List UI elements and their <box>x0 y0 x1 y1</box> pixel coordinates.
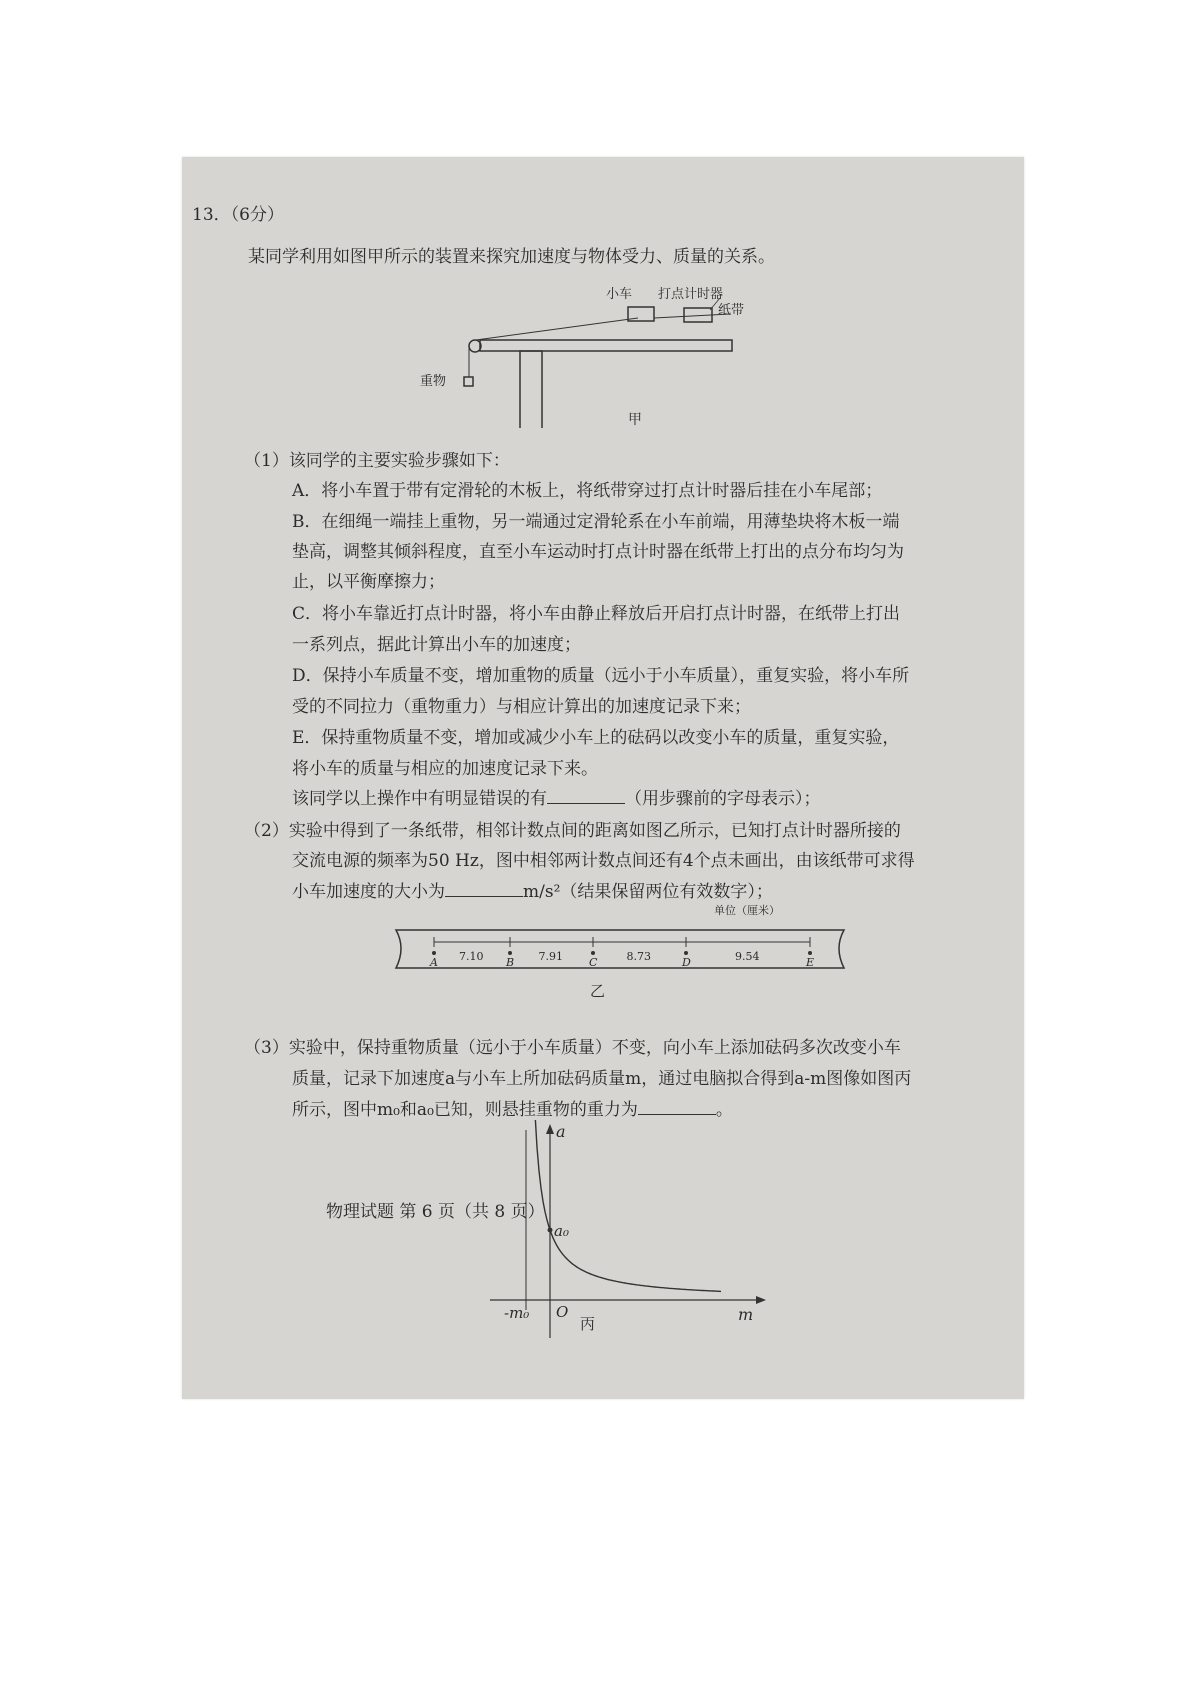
part3-line2: 质量，记录下加速度a与小车上所加砝码质量m，通过电脑拟合得到a-m图像如图丙 <box>292 1069 912 1089</box>
origin-label: O <box>556 1303 569 1321</box>
tape-dot <box>508 951 512 955</box>
tape-dot <box>591 951 595 955</box>
caption-jia: 甲 <box>628 412 642 428</box>
a-axis-arrow-icon <box>546 1124 554 1134</box>
part2-line2: 交流电源的频率为50 Hz，图中相邻两计数点间还有4个点未画出，由该纸带可求得 <box>292 851 915 871</box>
tape-dot <box>808 951 812 955</box>
part2-line1: （2）实验中得到了一条纸带，相邻计数点间的距离如图乙所示，已知打点计时器所接的 <box>244 821 901 841</box>
a-axis-label: a <box>556 1122 566 1141</box>
caption-yi: 乙 <box>590 982 606 1000</box>
board <box>480 340 732 351</box>
answer-blank-2[interactable] <box>445 895 523 897</box>
step-b-line3: 止，以平衡摩擦力； <box>292 572 445 592</box>
part3-line3 <box>292 1095 733 1120</box>
part3-line3-post: 。 <box>715 1100 733 1120</box>
figure-apparatus <box>420 278 760 428</box>
step-a: A．将小车置于带有定滑轮的木板上，将纸带穿过打点计时器后挂在小车尾部； <box>292 481 883 501</box>
label-tape: 纸带 <box>718 303 745 318</box>
tape-distance-label: 9.54 <box>735 950 760 963</box>
a0-label: a₀ <box>554 1222 569 1240</box>
step-d-line2: 受的不同拉力（重物重力）与相应计算出的加速度记录下来； <box>292 697 751 717</box>
label-cart: 小车 <box>606 287 633 302</box>
question-number: 13．（6分） <box>192 205 284 225</box>
tape-distance-label: 7.10 <box>459 950 484 963</box>
step-e-line2: 将小车的质量与相应的加速度记录下来。 <box>292 759 598 779</box>
m-axis-label: m <box>738 1305 754 1324</box>
part3-line1: （3）实验中，保持重物质量（远小于小车质量）不变，向小车上添加砝码多次改变小车 <box>244 1038 901 1058</box>
part1-question <box>292 784 821 809</box>
part1-question-post: （用步骤前的字母表示）； <box>625 789 821 809</box>
m-axis-arrow-icon <box>756 1296 766 1304</box>
neg-m0-label: -m₀ <box>504 1304 530 1322</box>
step-c-line1: C．将小车靠近打点计时器，将小车由静止释放后开启打点计时器，在纸带上打出 <box>292 604 901 624</box>
tape-dot <box>684 951 688 955</box>
tape-distance-label: 7.91 <box>538 950 563 963</box>
tape-point-label: A <box>430 956 438 969</box>
part1-heading: （1）该同学的主要实验步骤如下： <box>244 451 510 471</box>
figure-am-graph <box>486 1120 766 1344</box>
part2-unit: m/s² <box>523 882 561 902</box>
part2-line3-post: （结果保留两位有效数字）； <box>560 882 773 902</box>
a0-point <box>548 1228 553 1233</box>
answer-blank-1[interactable] <box>547 802 625 804</box>
pulley-icon <box>469 340 481 352</box>
tape-point-label: C <box>589 956 598 969</box>
question-intro: 某同学利用如图甲所示的装置来探究加速度与物体受力、质量的关系。 <box>248 247 775 267</box>
part1-question-pre: 该同学以上操作中有明显错误的有 <box>292 789 547 809</box>
label-timer: 打点计时器 <box>658 287 724 302</box>
step-b-line1: B．在细绳一端挂上重物，另一端通过定滑轮系在小车前端，用薄垫块将木板一端 <box>292 512 900 532</box>
page-footer: 物理试题 第 6 页（共 8 页） <box>326 1202 545 1222</box>
step-e-line1: E．保持重物质量不变，增加或减少小车上的砝码以改变小车的质量，重复实验， <box>292 728 900 748</box>
table-leg <box>520 351 542 428</box>
tape-dot <box>432 951 436 955</box>
part2-line3-pre: 小车加速度的大小为 <box>292 882 445 902</box>
caption-bing: 丙 <box>580 1315 596 1333</box>
tape-unit: 单位（厘米） <box>714 904 780 917</box>
step-d-line1: D．保持小车质量不变，增加重物的质量（远小于小车质量），重复实验，将小车所 <box>292 666 910 686</box>
tape-point-label: E <box>806 956 815 969</box>
step-b-line2: 垫高，调整其倾斜程度，直至小车运动时打点计时器在纸带上打出的点分布均匀为 <box>292 542 904 562</box>
tape-distance-label: 8.73 <box>626 950 651 963</box>
part2-line3 <box>292 877 773 902</box>
tape-point-label: D <box>682 956 691 969</box>
label-weight: 重物 <box>420 374 447 389</box>
part3-line3-pre: 所示，图中m₀和a₀已知，则悬挂重物的重力为 <box>292 1100 638 1120</box>
tape-point-label: B <box>506 956 515 969</box>
string-to-cart <box>476 318 638 340</box>
am-curve <box>535 1120 721 1291</box>
step-c-line2: 一系列点，据此计算出小车的加速度； <box>292 635 581 655</box>
figure-paper-tape <box>388 900 850 1000</box>
weight-block <box>464 377 473 386</box>
answer-blank-3[interactable] <box>638 1113 716 1115</box>
